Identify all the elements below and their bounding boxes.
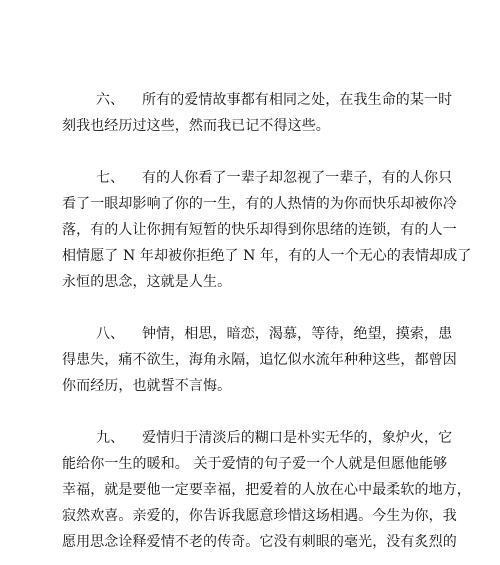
paragraph-number: 八、 xyxy=(96,326,125,342)
line-text: 所有的爱情故事都有相同之处，在我生命的某一时 xyxy=(142,92,453,108)
line-text: 爱情归于清淡后的糊口是朴实无华的，象炉火，它 xyxy=(142,430,453,446)
paragraph-number: 九、 xyxy=(96,430,125,446)
line-text: 看了一眼却影响了你的一生，有的人热情的为你而快乐却被你冷 xyxy=(62,196,457,212)
line-text: 有的人你看了一辈子却忽视了一辈子，有的人你只 xyxy=(142,170,453,186)
line-text: 刻我也经历过这些，然而我已记不得这些。 xyxy=(62,118,330,134)
paragraph-first-line xyxy=(62,165,453,191)
paragraph-first-line xyxy=(62,321,453,347)
line-text: 寂然欢喜。亲爱的，你告诉我愿意珍惜这场相遇。今生为你，我 xyxy=(62,508,457,524)
line-text: 得患失，痛不欲生，海角永隔，追忆似水流年种种这些，都曾因 xyxy=(62,352,457,368)
paragraph-first-line xyxy=(62,87,453,113)
paragraph-7 xyxy=(62,165,472,295)
paragraph-number: 七、 xyxy=(96,170,125,186)
line-text: 落，有的人让你拥有短暂的快乐却得到你思绪的连锁，有的人一 xyxy=(62,222,457,238)
line-text: 愿用思念诠释爱情不老的传奇。它没有刺眼的毫光，没有炙烈的 xyxy=(62,534,457,550)
line-text: 永恒的思念，这就是人生。 xyxy=(62,274,232,290)
line-text: 幸福，就是要他一定要幸福，把爱着的人放在心中最柔软的地方， xyxy=(62,482,471,498)
paragraph-first-line xyxy=(62,425,453,451)
line-text: 钟情，相思，暗恋，渴慕，等待，绝望，摸索，患 xyxy=(142,326,453,342)
paragraph-number: 六、 xyxy=(96,92,125,108)
line-text: 相情愿了 N 年却被你拒绝了 N 年，有的人一个无心的表情却成了 xyxy=(62,248,472,264)
paragraph-9 xyxy=(62,425,471,555)
line-text: 你而经历，也就誓不言悔。 xyxy=(62,378,232,394)
paragraph-6 xyxy=(62,87,453,139)
paragraph-8 xyxy=(62,321,457,399)
line-text: 能给你一生的暖和。 关于爱情的句子爱一个人就是但愿他能够 xyxy=(62,456,448,472)
